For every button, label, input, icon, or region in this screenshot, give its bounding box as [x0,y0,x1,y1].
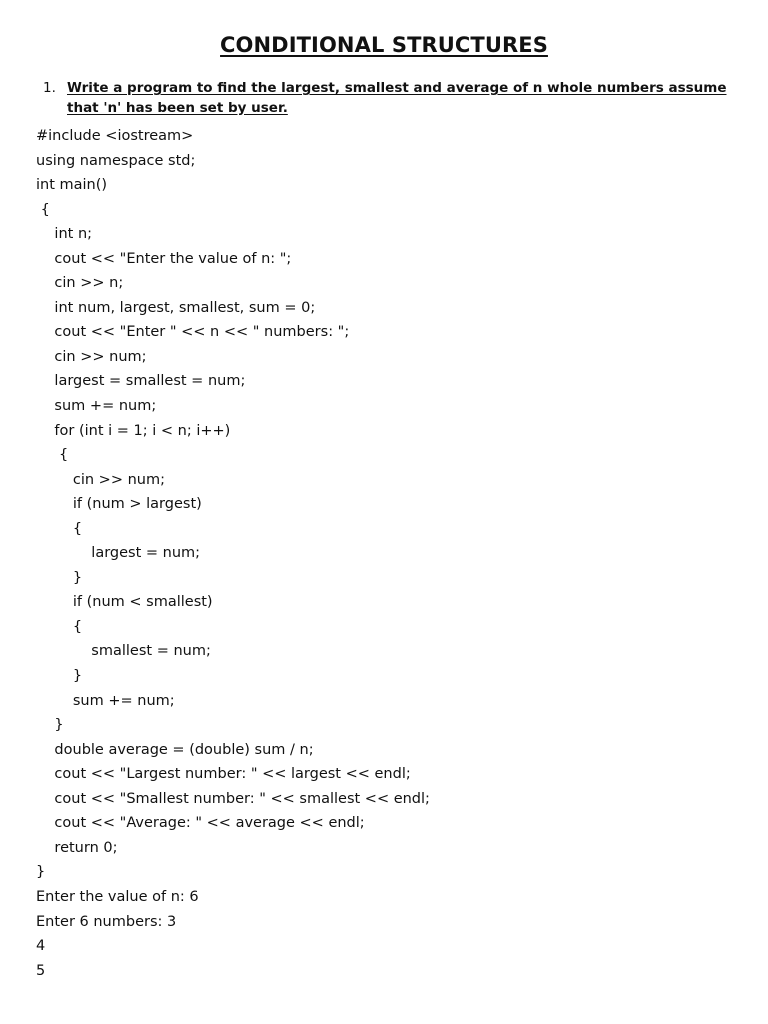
code-line: cout << "Average: " << average << endl; [36,815,365,832]
code-line: using namespace std; [36,152,196,169]
code-line: Enter the value of n: 6 [36,888,199,905]
code-line: cin >> num; [36,348,147,365]
code-line: for (int i = 1; i < n; i++) [36,422,231,439]
code-line: { [36,618,83,635]
code-line: cin >> num; [36,471,165,488]
code-line: largest = smallest = num; [36,373,246,390]
code-line: smallest = num; [36,643,211,660]
code-line: int num, largest, smallest, sum = 0; [36,299,316,316]
code-line: sum += num; [36,692,175,709]
code-line: sum += num; [36,398,157,415]
code-line: } [36,569,83,586]
code-line: { [36,520,83,537]
code-line: int main() [36,177,108,194]
code-line: largest = num; [36,545,201,562]
code-line: #include <iostream> [36,128,194,144]
code-line: Enter 6 numbers: 3 [36,913,177,930]
code-line: } [36,668,83,685]
code-line: { [36,201,50,218]
code-line: if (num > largest) [36,496,202,513]
code-line: cout << "Smallest number: " << smallest << endl; [36,790,430,807]
code-line: if (num < smallest) [36,594,213,611]
code-line: int n; [36,226,93,243]
code-line: } [36,864,46,881]
page-title: CONDITIONAL STRUCTURES [220,33,548,57]
code-line: return 0; [36,839,118,856]
question-text: Write a program to find the largest, smallest and average of n whole numbers assume that 'n' has been set by user. [67,80,727,116]
question-item [43,79,733,118]
code-line: 5 [36,962,46,979]
code-line: 4 [36,938,46,955]
question-number: 1. [43,80,56,96]
code-line: { [36,447,69,464]
code-line: } [36,717,64,734]
code-line: cout << "Largest number: " << largest << endl; [36,766,411,783]
code-line: cout << "Enter the value of n: "; [36,250,292,267]
code-listing [36,124,430,983]
code-line: cout << "Enter " << n << " numbers: "; [36,324,350,341]
code-line: cin >> n; [36,275,124,292]
code-line: double average = (double) sum / n; [36,741,314,758]
